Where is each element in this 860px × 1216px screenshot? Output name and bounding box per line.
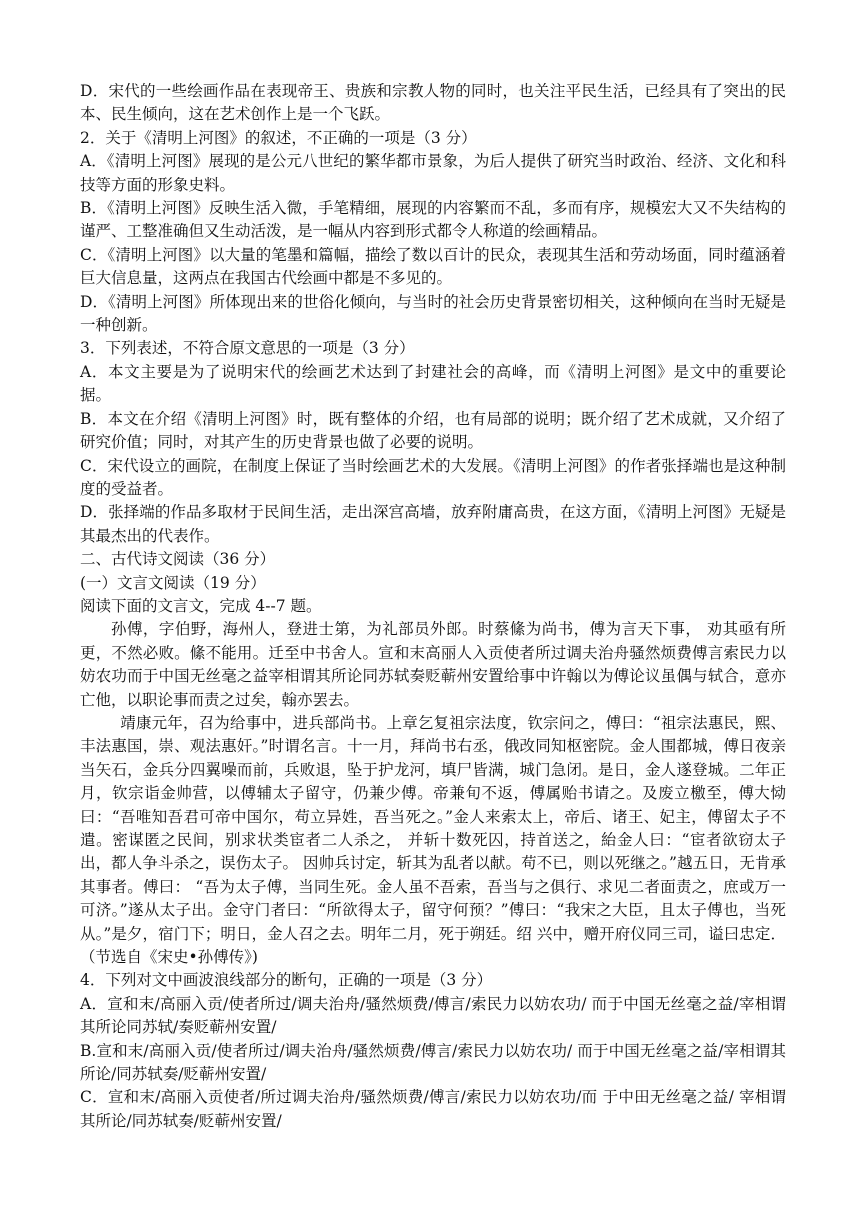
- option-3a: A．本文主要是为了说明宋代的绘画艺术达到了封建社会的高峰，而《清明上河图》是文中的重要论据。: [80, 362, 786, 405]
- option-4b: B.宣和末/高丽入贡/使者所过/调夫治舟/骚然烦费/傅言/索民力以妨农功/ 而于中国无丝毫之益/宰相谓其所论/同苏轼奏/贬蕲州安置/: [80, 1041, 786, 1084]
- subsection-heading: (一）文言文阅读（19 分）: [80, 573, 266, 592]
- option-4c: C．宣和末/高丽入贡使者/所过调夫治舟/骚然烦费/傅言/索民力以妨农功/而 于中田无丝毫之益/ 宰相谓其所论/同苏轼奏/贬蕲州安置/: [80, 1088, 786, 1130]
- passage-paragraph-1: 孙傅，字伯野，海州人，登进士第，为礼部员外郎。时蔡絛为尚书，傅为言天下事， 劝其亟有所更，不然必败。絛不能用。迁至中书舍人。宣和末高丽人入贡使者所过调夫治舟骚然烦费傅言索民力以妨农功而于中国无丝毫之益宰相谓其所论同苏轼奏贬蕲州安置给事中许翰以为傅论议虽偶与轼合，意亦亡他，以职论事而责之过矣，翰亦罢去。: [80, 620, 786, 709]
- option-3c: C．宋代设立的画院，在制度上保证了当时绘画艺术的大发展。《清明上河图》的作者张择端也是这种制度的受益者。: [80, 456, 786, 498]
- option-1d: D．宋代的一些绘画作品在表现帝王、贵族和宗教人物的同时，也关注平民生活，已经具有了突出的民本、民生倾向，这在艺术创作上是一个飞跃。: [80, 82, 786, 124]
- option-2c: C．《清明上河图》以大量的笔墨和篇幅，描绘了数以百计的民众，表现其生活和劳动场面，同时蕴涵着巨大信息量，这两点在我国古代绘画中都是不多见的。: [80, 245, 786, 288]
- question-4: 4．下列对文中画波浪线部分的断句，正确的一项是（3 分）: [80, 971, 493, 990]
- option-2d: D．《清明上河图》所体现出来的世俗化倾向，与当时的社会历史背景密切相关，这种倾向在当时无疑是一种创新。: [80, 292, 786, 335]
- question-3: 3．下列表述，不符合原文意思的一项是（3 分）: [80, 339, 415, 358]
- option-2a: A．《清明上河图》展现的是公元八世纪的繁华都市景象，为后人提供了研究当时政治、经济、文化和科技等方面的形象史料。: [80, 152, 786, 194]
- option-4a: A．宣和末/高丽入贡/使者所过/调夫治舟/骚然烦费/傅言/索民力以妨农功/ 而于中国无丝毫之益/宰相谓其所论同苏轼/奏贬蕲州安置/: [80, 994, 786, 1037]
- option-3d: D．张择端的作品多取材于民间生活，走出深宫高墙，放弃附庸高贵，在这方面，《清明上河图》无疑是其最杰出的代表作。: [80, 503, 786, 545]
- section-heading: 二、古代诗文阅读（36 分）: [80, 550, 276, 569]
- option-3b: B．本文在介绍《清明上河图》时，既有整体的介绍，也有局部的说明；既介绍了艺术成就，又介绍了研究价值；同时，对其产生的历史背景也做了必要的说明。: [80, 409, 786, 452]
- reading-instruction: 阅读下面的文言文，完成 4--7 题。: [80, 596, 322, 615]
- passage-paragraph-2: 靖康元年，召为给事中，进兵部尚书。上章乞复祖宗法度，钦宗问之，傅曰：“祖宗法惠民，熙、丰法惠国，崇、观法惠奸。”时谓名言。十一月，拜尚书右丞，俄改同知枢密院。金人围都城，傅日夜亲当矢石，金兵分四翼噪而前，兵败退，坠于护龙河，填尸皆满，城门急闭。是日，金人遂登城。二年正月，钦宗诣金帅营，以傅辅太子留守，仍兼少傅。帝兼旬不返，傅属贻书请之。及废立檄至，傅大恸曰：“吾唯知吾君可帝中国尔，苟立异姓，吾当死之。”金人来索太上，帝后、诸王、妃主，傅留太子不遣。密谋匿之民间，别求状类宦者二人杀之， 并斩十数死囚，持首送之，紿金人曰：“宦者欲窃太子出，都人争斗杀之，误伤太子。 因帅兵讨定，斩其为乱者以献。苟不已，则以死继之。”越五日，无肯承其事者。傅曰： “吾为太子傅，当同生死。金人虽不吾索，吾当与之俱行、求见二者面责之，庶或万一 可济。”遂从太子出。金守门者曰：“所欲得太子，留守何预？”傅曰：“我宋之大臣，且太子傅也，当死从。”是夕，宿门下；明日，金人召之去。明年二月，死于朔廷。绍 兴中，赠开府仪同三司，谥曰忠定．（节选自《宋史•孙傅传》): [80, 713, 786, 967]
- question-2: 2．关于《清明上河图》的叙述，不正确的一项是（3 分）: [80, 128, 477, 147]
- option-2b: B．《清明上河图》反映生活入微，手笔精细，展现的内容繁而不乱，多而有序，规模宏大又不失结构的谨严、工整准确但又生动活泼，是一幅从内容到形式都令人称道的绘画精品。: [80, 199, 786, 241]
